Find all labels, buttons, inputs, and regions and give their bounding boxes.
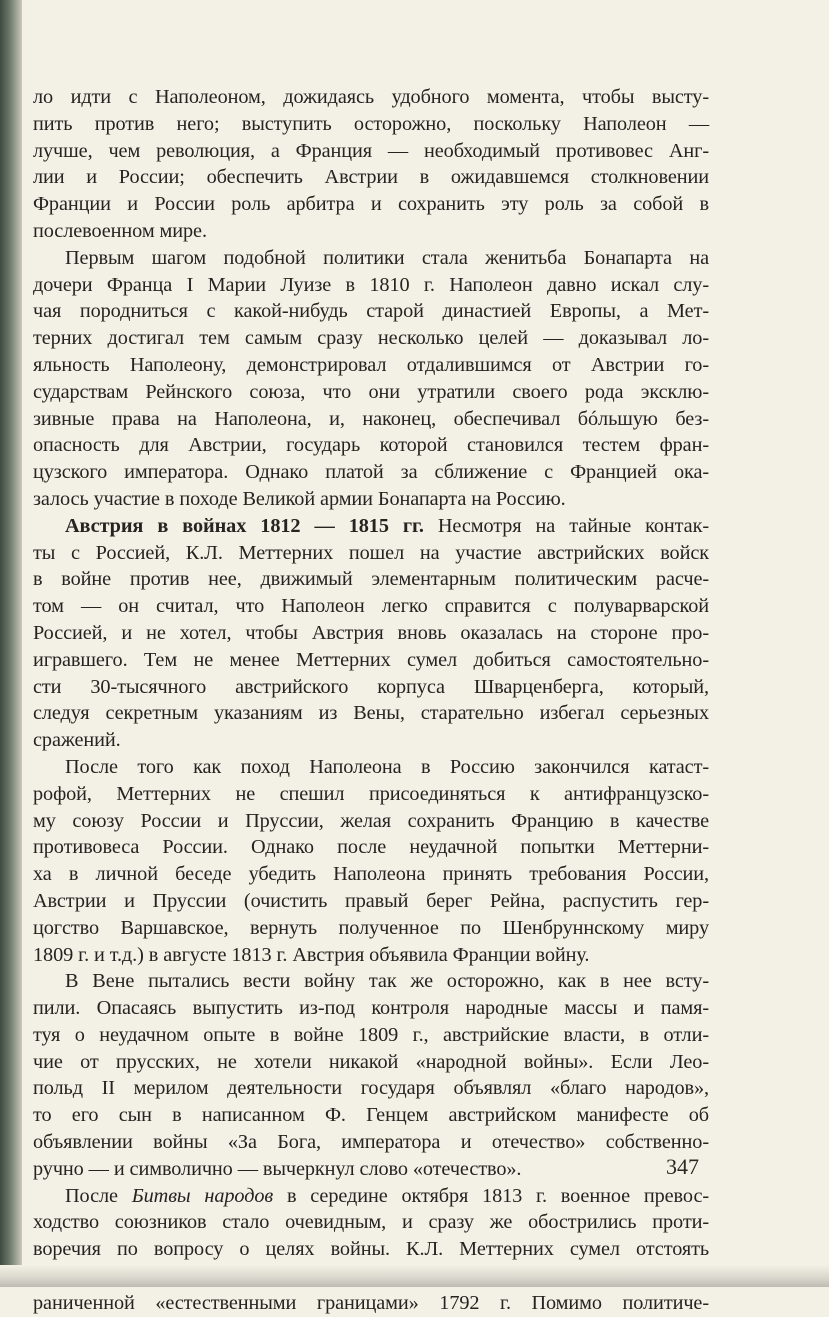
text-line: В Вене пытались вести войну так же осторожно, как в нее всту- xyxy=(65,970,709,993)
text-line: ло идти с Наполеоном, дожидаясь удобного момента, чтобы высту- xyxy=(33,86,709,108)
text-run: После xyxy=(65,1184,132,1207)
text-line: раниченной «естественными границами» 1792 г. Помимо политиче- xyxy=(33,1291,709,1314)
text-line xyxy=(33,1183,709,1210)
text-line: противовеса России. Однако после неудачной попытки Меттерни- xyxy=(33,836,709,859)
text-line: сударствам Рейнского союза, что они утратили своего рода эксклю- xyxy=(33,380,709,403)
text-line: пили. Опасаясь выпустить из-под контроля народные массы и памя- xyxy=(33,997,709,1020)
paragraph-4 xyxy=(33,754,709,968)
text-line: 1809 г. и т.д.) в августе 1813 г. Австрия объявила Франции войну. xyxy=(33,943,590,966)
text-line: воречия по вопросу о целях войны. К.Л. Меттерних сумел отстоять xyxy=(33,1238,709,1261)
text-line: то его сын в написанном Ф. Генцем австрийском манифесте об xyxy=(33,1104,709,1127)
section-heading: Австрия в войнах 1812 — 1815 гг. xyxy=(65,514,424,537)
text-line: ха в личной беседе убедить Наполеона принять требования России, xyxy=(33,863,709,886)
paragraph-1 xyxy=(33,84,709,245)
paragraph-2 xyxy=(33,245,709,513)
text-line: чая породниться с какой-нибудь старой династией Европы, а Мет- xyxy=(33,300,709,323)
text-line: Австрии и Пруссии (очистить правый берег Рейна, распустить гер- xyxy=(33,889,709,912)
text-line: После того как поход Наполеона в Россию закончился катаст- xyxy=(65,755,709,778)
text-line: терних достигал тем самым сразу несколько целей — доказывал ло- xyxy=(33,327,709,350)
text-line: цогство Варшавское, вернуть полученное по Шенбруннскому миру xyxy=(33,916,709,939)
text-line: чие от прусских, не хотели никакой «народной войны». Если Лео- xyxy=(33,1050,709,1073)
text-line: ходство союзников стало очевидным, и сразу же обострились проти- xyxy=(33,1211,709,1234)
text-line: пить против него; выступить осторожно, поскольку Наполеон — xyxy=(33,112,709,135)
page-bottom-edge xyxy=(0,1265,829,1287)
text-line: ручно — и символично — вычеркнул слово «отечество». xyxy=(33,1157,522,1180)
text-line: Франции и России роль арбитра и сохранить эту роль за собой в xyxy=(33,193,709,216)
text-line: послевоенном мире. xyxy=(33,219,207,242)
book-binding-shadow xyxy=(0,0,22,1287)
text-line: лии и России; обеспечить Австрии в ожидавшемся столкновении xyxy=(33,166,709,189)
text-line: Россией, и не хотел, чтобы Австрия вновь оказалась на стороне про- xyxy=(33,621,709,644)
text-line: сти 30-тысячного австрийского корпуса Шварценберга, который, xyxy=(33,675,709,698)
text-line: опасность для Австрии, государь которой становился тестем фран- xyxy=(33,434,709,457)
paragraph-6 xyxy=(33,1183,709,1317)
text-line: цузского императора. Однако платой за сближение с Францией ока- xyxy=(33,461,709,484)
text-line: яльность Наполеону, демонстрировал отдалившимся от Австрии го- xyxy=(33,353,709,376)
text-line: следуя секретным указаниям из Вены, старательно избегал серьезных xyxy=(33,702,709,725)
page-body-text xyxy=(33,84,709,1317)
text-line: сражений. xyxy=(33,729,121,752)
text-line: польд II мерилом деятельности государя объявлял «благо народов», xyxy=(33,1077,709,1100)
text-line: Первым шагом подобной политики стала женитьба Бонапарта на xyxy=(65,246,709,269)
text-line xyxy=(33,513,709,540)
paragraph-3 xyxy=(33,513,709,754)
text-run: в середине октября 1813 г. военное превос- xyxy=(273,1184,709,1207)
text-line: туя о неудачном опыте в войне 1809 г., австрийские власти, в отли- xyxy=(33,1023,709,1046)
page-number: 347 xyxy=(666,1154,699,1179)
text-line: рофой, Меттерних не спешил присоединяться к антифранцузско- xyxy=(33,782,709,805)
text-line: му союзу России и Пруссии, желая сохранить Францию в качестве xyxy=(33,809,709,832)
text-line: ты с Россией, К.Л. Меттерних пошел на участие австрийских войск xyxy=(33,541,709,564)
text-line: игравшего. Тем не менее Меттерних сумел добиться самостоятельно- xyxy=(33,648,709,671)
text-line: лучше, чем революция, а Франция — необходимый противовес Анг- xyxy=(33,139,709,162)
text-line: зивные права на Наполеона, и, наконец, обеспечивал бóльшую без- xyxy=(33,407,709,430)
paragraph-5 xyxy=(33,968,709,1182)
text-line: том — он считал, что Наполеон легко справится с полуварварской xyxy=(33,595,709,618)
text-line: объявлении войны «За Бога, императора и отечество» собственно- xyxy=(33,1131,709,1154)
text-line: в войне против нее, движимый элементарным политическим расче- xyxy=(33,568,709,591)
italic-term: Битвы народов xyxy=(131,1184,274,1207)
text-line: залось участие в походе Великой армии Бонапарта на Россию. xyxy=(33,487,566,510)
text-line: дочери Франца I Марии Луизе в 1810 г. Наполеон давно искал слу- xyxy=(33,273,709,296)
text-run: Несмотря на тайные контак- xyxy=(423,514,709,537)
